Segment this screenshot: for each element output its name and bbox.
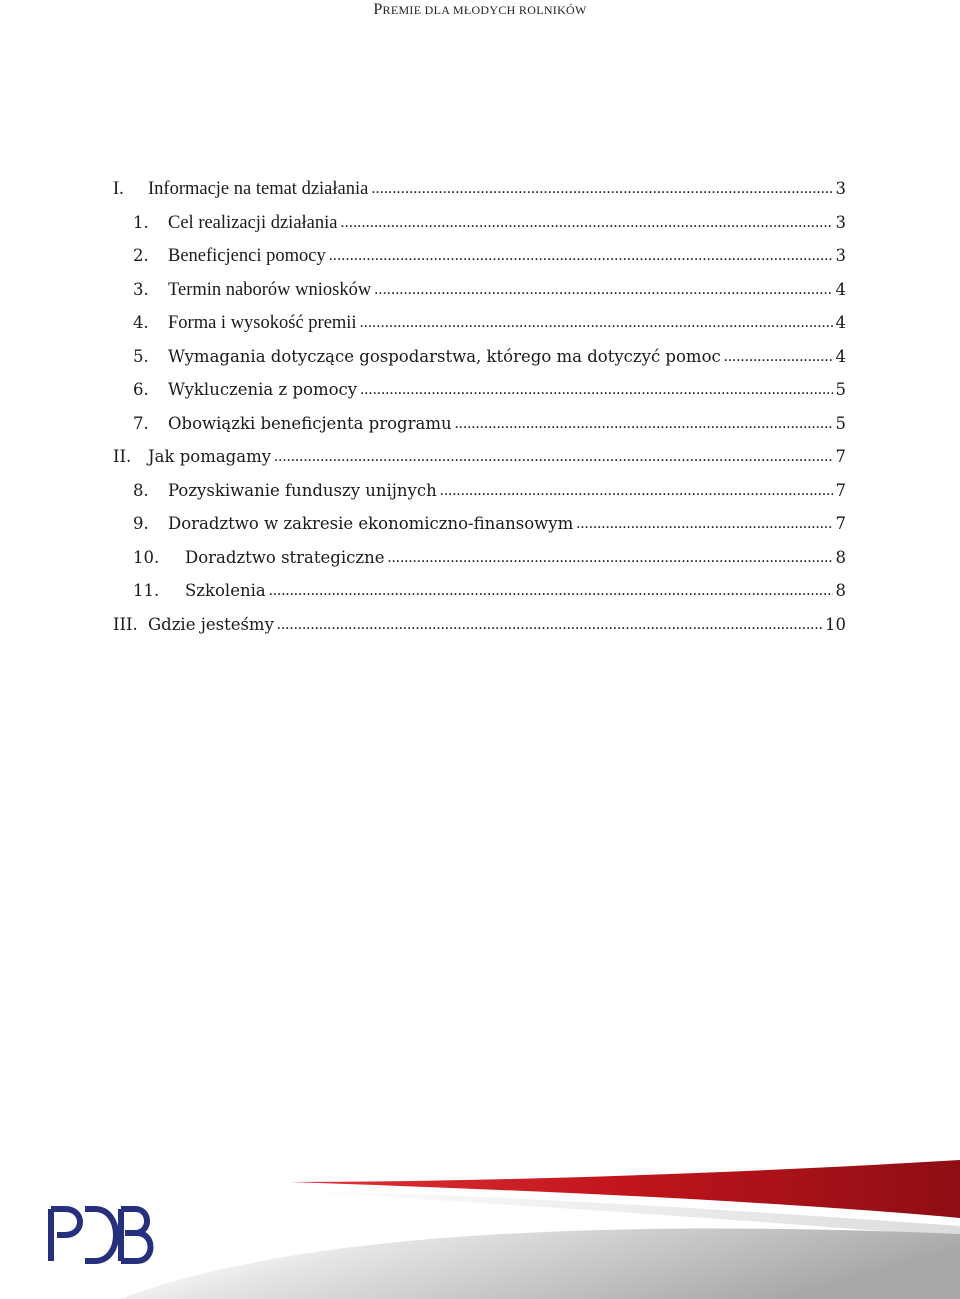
toc-entry-section-3[interactable] [113,612,846,646]
toc-entry-page: 5 [835,413,846,433]
toc-entry-page: 3 [835,246,846,265]
toc-entry-number: II. [113,447,132,466]
toc-entry-item-5[interactable] [113,344,846,378]
toc-entry-page: 4 [835,279,846,299]
toc-entry-item-1[interactable] [113,210,846,244]
toc-entry-section-2[interactable] [113,444,846,478]
toc-dot-leader [724,343,833,370]
toc-entry-item-11[interactable] [113,578,846,612]
toc-entry-page: 3 [835,212,846,232]
toc-entry-title: Beneficjenci pomocy [168,246,326,266]
toc-entry-number: 6. [133,380,149,399]
toc-entry-title: Wymagania dotyczące gospodarstwa, którego ma dotyczyć pomoc [168,346,721,366]
toc-entry-item-10[interactable] [113,545,846,579]
table-of-contents [113,176,846,645]
toc-dot-leader [360,376,832,403]
toc-entry-item-2[interactable] [113,243,846,277]
toc-dot-leader [440,477,833,504]
toc-entry-page: 7 [835,480,846,500]
toc-entry-title: Termin naborów wniosków [168,279,372,300]
toc-entry-page: 5 [835,380,846,399]
pdb-logo [45,1203,155,1265]
toc-entry-title: Forma i wysokość premii [168,313,357,333]
toc-dot-leader [329,242,833,269]
toc-entry-page: 8 [835,581,846,600]
toc-entry-item-7[interactable] [113,411,846,445]
toc-entry-title: Szkolenia [185,581,266,600]
toc-dot-leader [374,276,832,303]
toc-dot-leader [387,544,832,571]
toc-dot-leader [371,175,832,202]
toc-entry-item-3[interactable] [113,277,846,311]
toc-entry-page: 7 [835,514,846,533]
toc-entry-number: 11. [133,581,160,600]
toc-entry-title: Wykluczenia z pomocy [168,380,358,399]
toc-entry-number: III. [113,614,138,634]
toc-entry-number: 10. [133,547,160,567]
toc-entry-number: 5. [133,346,149,366]
toc-entry-number: 4. [133,313,149,332]
toc-entry-page: 7 [835,447,846,466]
toc-dot-leader [277,611,822,638]
toc-dot-leader [269,577,833,604]
toc-dot-leader [576,510,832,537]
toc-entry-number: 8. [133,480,149,500]
toc-entry-number: 9. [133,514,149,533]
toc-dot-leader [360,309,833,336]
toc-entry-number: I. [113,179,124,199]
toc-entry-title: Pozyskiwanie funduszy unijnych [168,480,437,500]
running-header [0,0,960,19]
toc-entry-number: 3. [133,279,149,299]
header-title-rest: REMIE DLA MŁODYCH ROLNIKÓW [382,3,587,17]
toc-entry-item-8[interactable] [113,478,846,512]
toc-entry-title: Informacje na temat działania [148,179,369,199]
toc-entry-page: 8 [835,547,846,567]
toc-entry-item-4[interactable] [113,310,846,344]
toc-entry-title: Gdzie jesteśmy [148,614,274,634]
toc-entry-title: Doradztwo strategiczne [185,547,385,567]
toc-entry-section-1[interactable] [113,176,846,210]
toc-entry-title: Obowiązki beneficjenta programu [168,413,452,433]
toc-entry-number: 1. [133,212,149,232]
toc-dot-leader [455,410,833,437]
toc-entry-number: 7. [133,413,149,433]
toc-entry-item-9[interactable] [113,511,846,545]
header-title-initial: P [373,1,383,18]
toc-entry-item-6[interactable] [113,377,846,411]
toc-entry-page: 10 [825,614,846,634]
toc-entry-page: 4 [835,346,846,366]
footer-grey-band [120,1229,960,1299]
toc-dot-leader [340,209,832,236]
toc-entry-page: 4 [835,313,846,332]
toc-entry-title: Doradztwo w zakresie ekonomiczno-finansowym [168,514,574,533]
toc-dot-leader [274,443,832,470]
toc-entry-number: 2. [133,246,149,265]
toc-entry-page: 3 [835,179,846,198]
toc-entry-title: Cel realizacji działania [168,212,338,233]
toc-entry-title: Jak pomagamy [148,447,272,466]
